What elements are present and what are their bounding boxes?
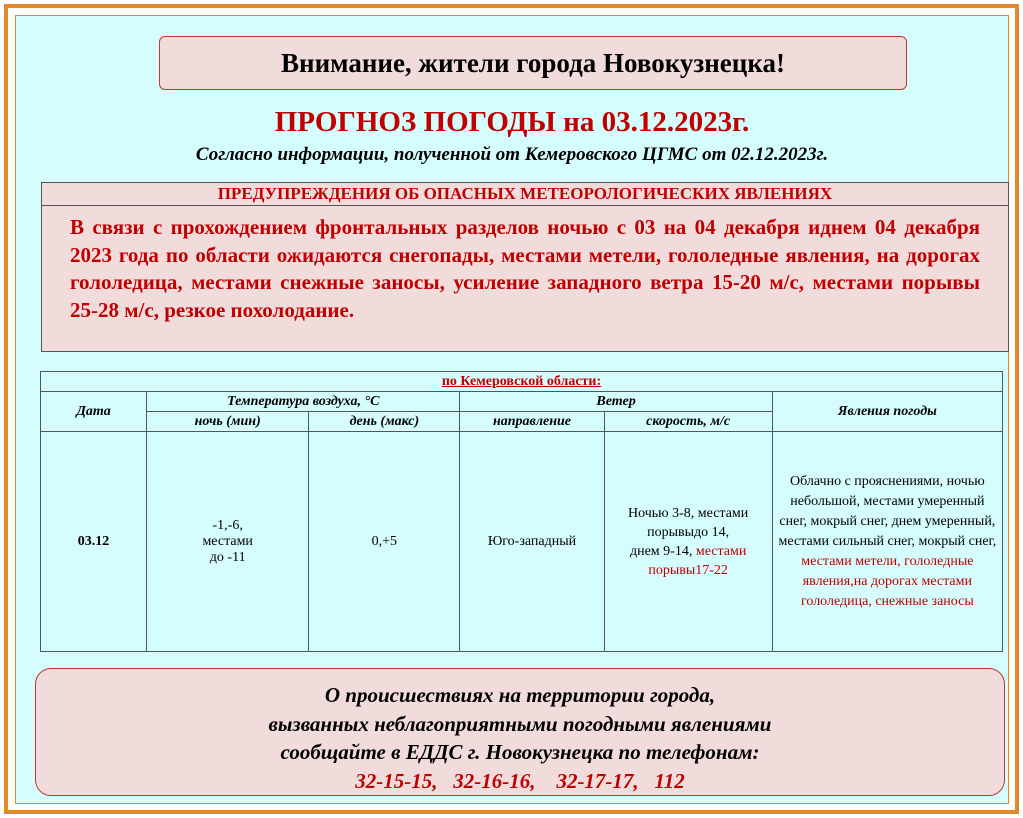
forecast-title: ПРОГНОЗ ПОГОДЫ на 03.12.2023г. <box>274 106 750 138</box>
speed-line-2: порывыдо 14, <box>647 524 730 540</box>
header-phenomena: Явления погоды <box>772 392 1002 432</box>
night-line-2: местами <box>202 533 253 549</box>
night-line-1: -1,-6, <box>212 517 243 533</box>
warning-heading: ПРЕДУПРЕЖДЕНИЯ ОБ ОПАСНЫХ МЕТЕОРОЛОГИЧЕСКИХ ЯВЛЕНИЯХ <box>42 183 1008 206</box>
contact-footer <box>35 668 1005 796</box>
header-night: ночь (мин) <box>147 412 309 432</box>
cell-phenomena <box>772 432 1002 652</box>
banner-text: Внимание, жители города Новокузнецка! <box>281 47 785 78</box>
phenomena-red: местами метели, гололедные явления,на дорогах местами гололедица, снежные заносы <box>800 553 974 609</box>
header-wind: Ветер <box>460 392 772 412</box>
cell-night <box>147 432 309 652</box>
header-direction: направление <box>460 412 604 432</box>
phenomena-text: Облачно с прояснениями, ночью небольшой, местами умеренный снег, мокрый снег, днем умеренный, местами сильный снег, мокрый снег, <box>778 473 997 549</box>
header-day: день (макс) <box>309 412 460 432</box>
speed-line-4: порывы17-22 <box>648 562 728 578</box>
speed-line-1: Ночью 3-8, местами <box>628 505 749 521</box>
header-date: Дата <box>41 392 147 432</box>
forecast-table <box>40 371 1003 652</box>
warning-text: В связи с прохождением фронтальных разделов ночью с 03 на 04 декабря иднем 04 декабря 2023 года по области ожидаются снегопады, местами метели, гололедные явления, на дорогах гололедица, местами снежные заносы, усиление западного ветра 15-20 м/с, местами порывы 25-28 м/с, резкое похолодание. <box>70 215 980 322</box>
content-area <box>15 15 1009 804</box>
cell-speed <box>604 432 772 652</box>
attention-banner <box>159 36 907 90</box>
table-row <box>41 432 1003 652</box>
night-line-3: до -11 <box>209 549 246 565</box>
outer-frame <box>4 4 1019 814</box>
footer-line-1: О происшествиях на территории города, <box>324 683 716 707</box>
header-temperature: Температура воздуха, °С <box>147 392 460 412</box>
cell-date: 03.12 <box>41 432 147 652</box>
speed-line-3-text: днем 9-14, <box>629 543 696 559</box>
speed-line-3-red: местами <box>695 543 747 559</box>
phone-numbers: 32-15-15, 32-16-16, 32-17-17, 112 <box>355 768 685 793</box>
cell-day: 0,+5 <box>309 432 460 652</box>
header-speed: скорость, м/с <box>604 412 772 432</box>
cell-direction: Юго-западный <box>460 432 604 652</box>
footer-line-2: вызванных неблагоприятными погодными явлениями <box>268 711 772 736</box>
region-label: по Кемеровской области: <box>441 373 602 389</box>
footer-line-3: сообщайте в ЕДДС г. Новокузнецка по телефонам: <box>280 740 760 764</box>
warning-box <box>41 182 1009 352</box>
region-row <box>41 372 1003 392</box>
speed-line-3 <box>607 542 770 561</box>
source-line: Согласно информации, полученной от Кемеровского ЦГМС от 02.12.2023г. <box>195 144 829 165</box>
